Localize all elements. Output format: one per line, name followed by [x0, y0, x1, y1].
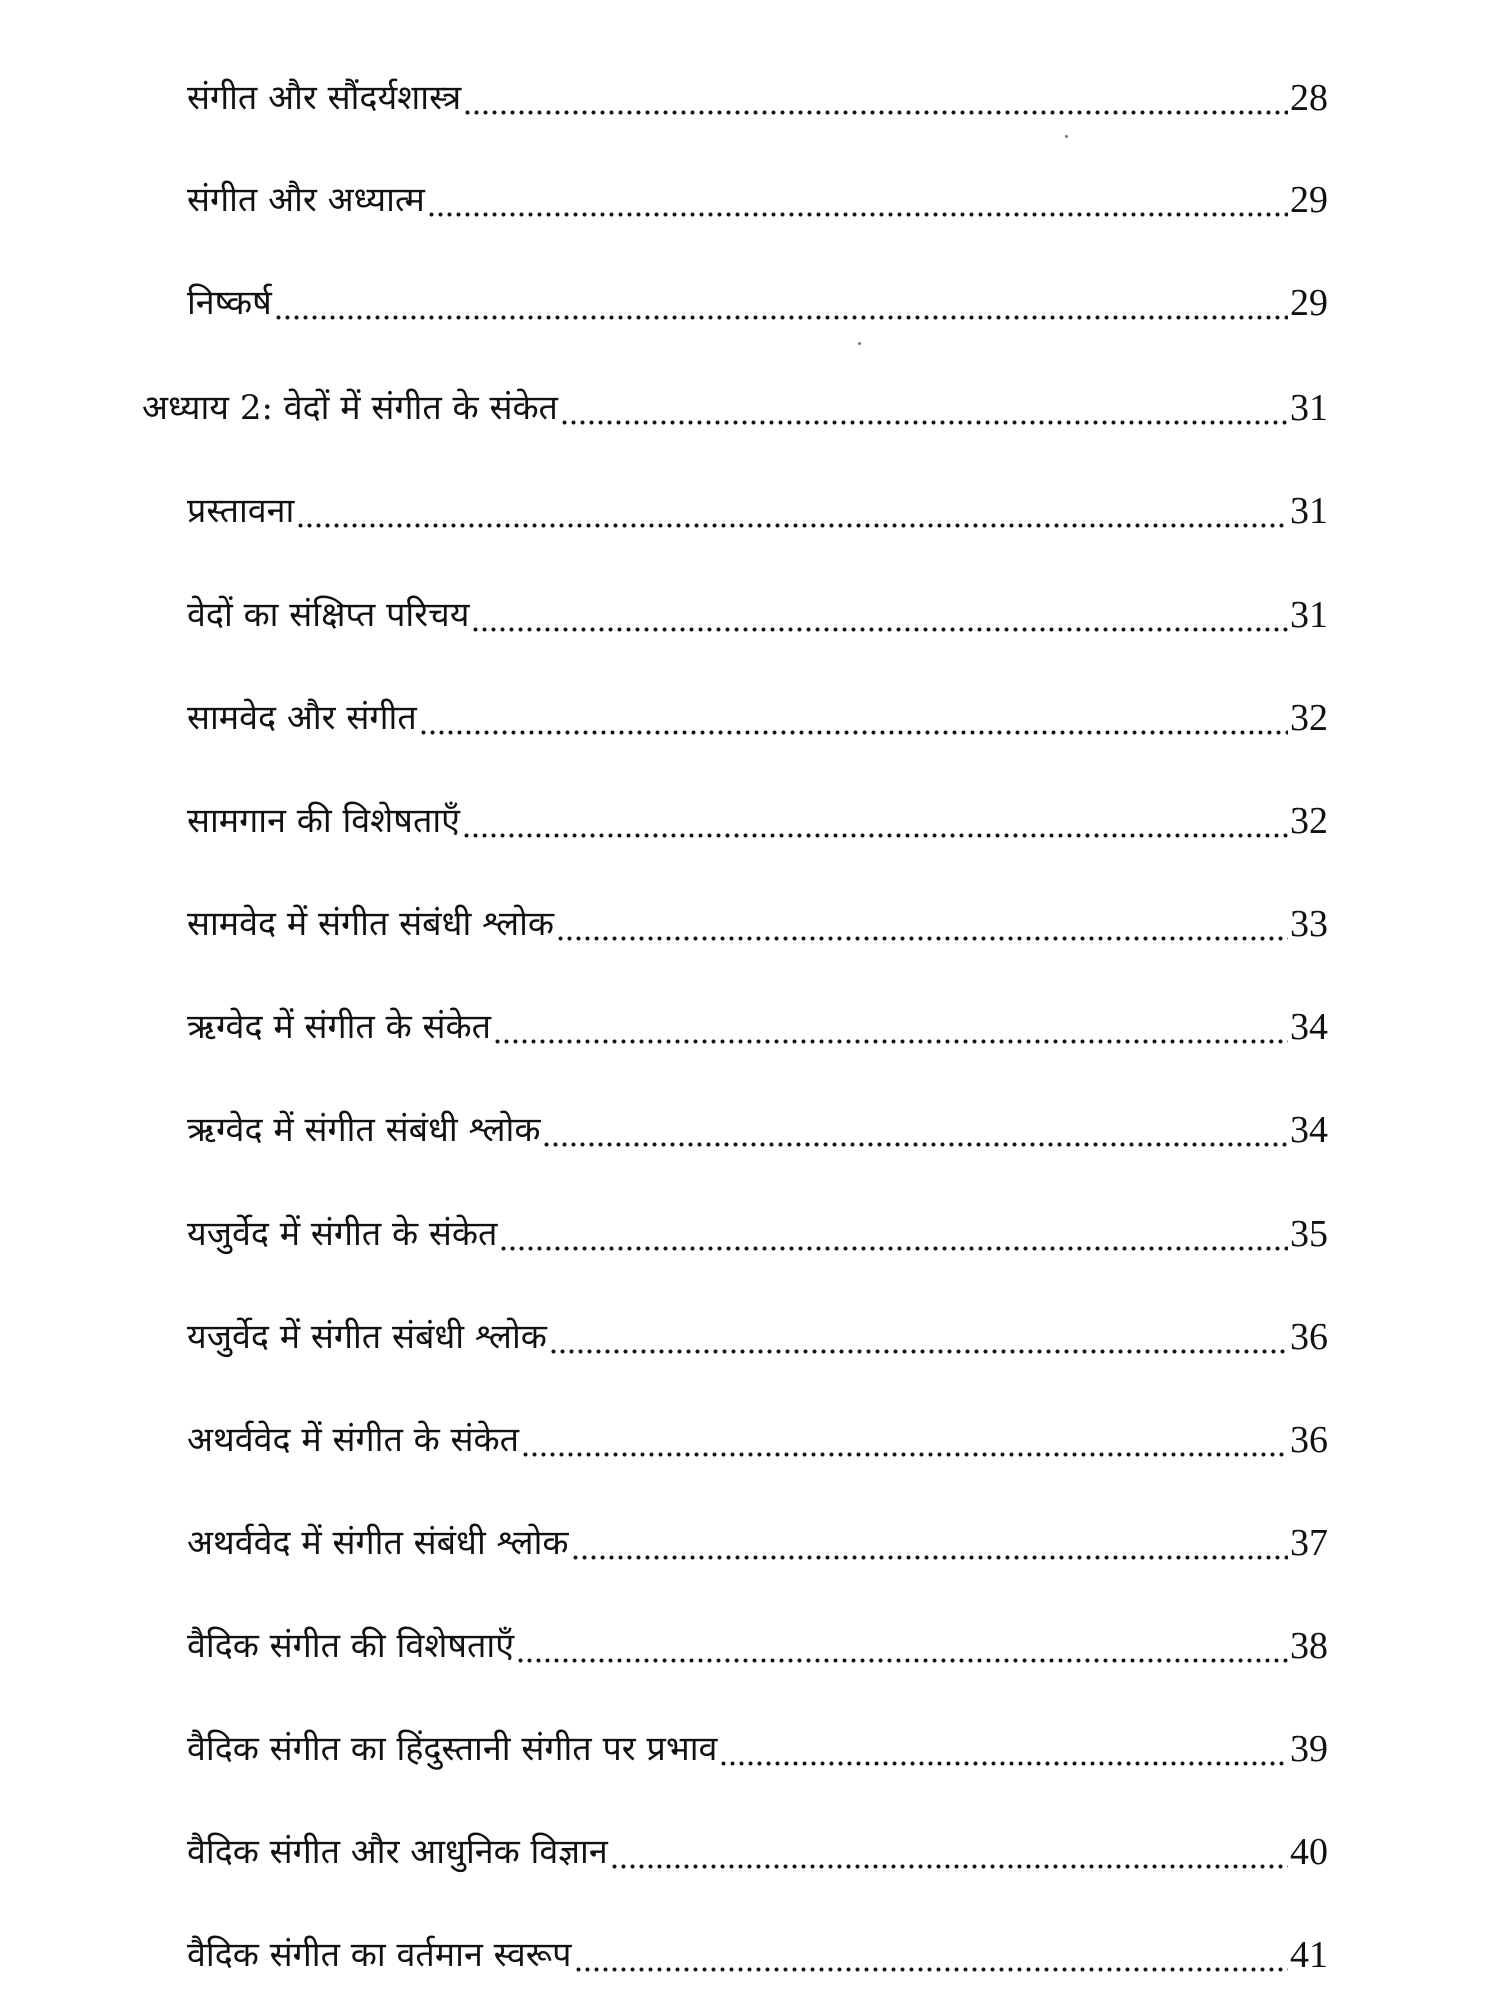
toc-entry-page: 35 [1290, 1213, 1328, 1255]
dot-leader [542, 1110, 1288, 1150]
toc-entry-page: 36 [1290, 1316, 1328, 1358]
dot-leader [419, 698, 1288, 738]
toc-entry-title: सामवेद में संगीत संबंधी श्लोक [187, 904, 555, 944]
toc-entry[interactable] [0, 1186, 1500, 1266]
toc-entry-title: वेदों का संक्षिप्त परिचय [187, 595, 470, 635]
toc-entry-title: संगीत और सौंदर्यशास्त्र [187, 78, 462, 118]
dot-leader [274, 283, 1288, 323]
dot-leader [549, 1317, 1288, 1357]
toc-entry-page: 41 [1290, 1934, 1328, 1976]
dot-leader [499, 1214, 1288, 1254]
dot-leader [493, 1007, 1288, 1047]
toc-entry[interactable] [0, 255, 1500, 335]
toc-entry-title: वैदिक संगीत की विशेषताएँ [187, 1626, 514, 1666]
toc-chapter-entry[interactable] [0, 360, 1500, 440]
toc-entry-title: वैदिक संगीत का वर्तमान स्वरूप [187, 1935, 572, 1975]
toc-entry-title: प्रस्तावना [187, 491, 295, 531]
toc-entry[interactable] [0, 979, 1500, 1059]
toc-entry-page: 36 [1290, 1419, 1328, 1461]
toc-entry[interactable] [0, 152, 1500, 232]
dot-leader [296, 491, 1288, 531]
toc-entry-title: यजुर्वेद में संगीत के संकेत [187, 1214, 498, 1254]
toc-entry[interactable] [0, 876, 1500, 956]
toc-entry[interactable] [0, 1701, 1500, 1781]
toc-entry-page: 28 [1290, 77, 1328, 119]
toc-entry-page: 29 [1290, 282, 1328, 324]
dot-leader [471, 595, 1288, 635]
toc-entry-page: 31 [1290, 594, 1328, 636]
toc-entry[interactable] [0, 670, 1500, 750]
toc-entry[interactable] [0, 1082, 1500, 1162]
toc-entry-page: 32 [1290, 800, 1328, 842]
toc-entry-page: 38 [1290, 1625, 1328, 1667]
toc-entry-title: अथर्ववेद में संगीत संबंधी श्लोक [187, 1523, 569, 1563]
dot-leader [463, 78, 1288, 118]
dot-leader [571, 1523, 1288, 1563]
toc-entry-page: 33 [1290, 903, 1328, 945]
dot-leader [560, 388, 1288, 428]
dot-leader [516, 1626, 1288, 1666]
toc-entry-title: सामवेद और संगीत [187, 698, 417, 738]
toc-entry-title: वैदिक संगीत का हिंदुस्तानी संगीत पर प्रभाव [187, 1729, 718, 1769]
toc-entry[interactable] [0, 1289, 1500, 1369]
dot-leader [556, 904, 1288, 944]
toc-entry-title: अथर्ववेद में संगीत के संकेत [187, 1420, 520, 1460]
toc-entry-page: 29 [1290, 179, 1328, 221]
toc-entry[interactable] [0, 1907, 1500, 1987]
dot-leader [427, 180, 1288, 220]
toc-entry[interactable] [0, 1392, 1500, 1472]
dot-leader [462, 801, 1288, 841]
dot-leader [719, 1729, 1288, 1769]
toc-chapter-title: अध्याय 2: वेदों में संगीत के संकेत [142, 388, 558, 428]
toc-entry[interactable] [0, 50, 1500, 130]
toc-entry-title: यजुर्वेद में संगीत संबंधी श्लोक [187, 1317, 547, 1357]
toc-entry[interactable] [0, 567, 1500, 647]
toc-entry-title: निष्कर्ष [187, 283, 272, 323]
toc-entry[interactable] [0, 1495, 1500, 1575]
toc-entry-title: ऋग्वेद में संगीत संबंधी श्लोक [187, 1110, 541, 1150]
toc-entry-page: 40 [1290, 1831, 1328, 1873]
toc-entry-page: 31 [1290, 490, 1328, 532]
toc-entry-page: 34 [1290, 1006, 1328, 1048]
toc-entry[interactable] [0, 1598, 1500, 1678]
toc-entry-title: संगीत और अध्यात्म [187, 180, 425, 220]
toc-entry-title: ऋग्वेद में संगीत के संकेत [187, 1007, 491, 1047]
toc-entry[interactable] [0, 773, 1500, 853]
toc-entry-page: 31 [1290, 387, 1328, 429]
toc-entry-title: सामगान की विशेषताएँ [187, 801, 460, 841]
toc-entry-title: वैदिक संगीत और आधुनिक विज्ञान [187, 1832, 608, 1872]
dot-leader [521, 1420, 1288, 1460]
scan-speck [1065, 135, 1068, 138]
dot-leader [610, 1832, 1288, 1872]
toc-entry-page: 34 [1290, 1109, 1328, 1151]
scan-speck [858, 342, 861, 345]
toc-entry-page: 37 [1290, 1522, 1328, 1564]
toc-entry-page: 39 [1290, 1728, 1328, 1770]
toc-entry[interactable] [0, 463, 1500, 543]
toc-entry[interactable] [0, 1804, 1500, 1884]
toc-entry-page: 32 [1290, 697, 1328, 739]
dot-leader [574, 1935, 1289, 1975]
